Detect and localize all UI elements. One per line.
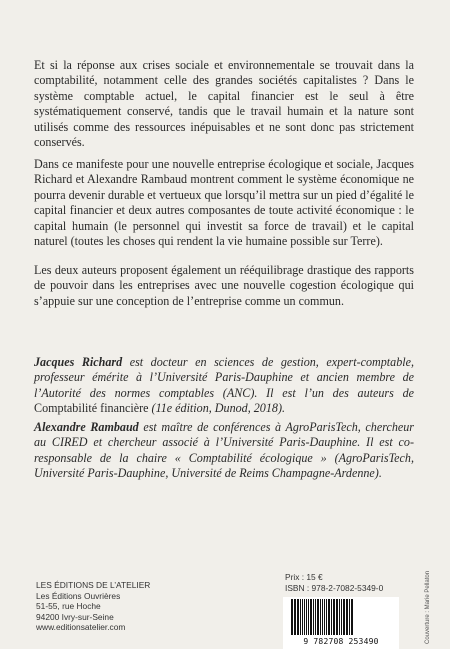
cover-credit-text: Couverture : Marie Pellaton	[425, 570, 431, 644]
barcode-digits: 9 782708 253490	[303, 637, 379, 646]
publisher-address	[36, 580, 150, 633]
price-isbn-block	[283, 572, 403, 649]
bio-text-richard-1: est docteur en sciences de gestion, expert-comptable, professeur émérite à l’Université Paris-Dauphine et ancien membre de l’Autorité des normes comptables (ANC). Il est l’un des auteurs de	[34, 355, 415, 400]
summary-paragraph-3: Les deux auteurs proposent également un rééquilibrage drastique des rapports de pouvoir dans les entreprises avec une nouvelle cogestion écologique qui s’appuie sur une conception de l’entreprise comme un commun.	[34, 263, 414, 308]
bio-text-richard-2: (11e édition, Dunod, 2018).	[148, 401, 285, 416]
author-name-richard: Jacques Richard	[34, 355, 123, 369]
isbn-label: ISBN : 978-2-7082-5349-0	[285, 582, 384, 593]
cover-credit	[422, 570, 433, 644]
publisher-name: LES ÉDITIONS DE L’ATELIER	[36, 580, 151, 590]
summary-paragraph-1: Et si la réponse aux crises sociale et environnementale se trouvait dans la comptabilité, notamment celle des grandes sociétés capitalistes ? Dans le système comptable actuel, le capital financier est le seul à être systématiquement conservé, tandis que le travail humain et la nature sont utilisés comme des ressources inépuisables et ne sont donc pas strictement conservés.	[34, 58, 414, 150]
publisher-street: 51-55, rue Hoche	[36, 601, 101, 612]
summary-paragraph-2: Dans ce manifeste pour une nouvelle entreprise écologique et sociale, Jacques Richard et Alexandre Rambaud montrent comment le système économique ne pourra devenir durable et vertueux que lorsqu’il mettra sur un pied d’égalité le capital financier et deux autres composantes de toute activité économique : le capital humain (le personnel qui investit sa force de travail) et le capital naturel (toutes les choses qui rendent la vie humaine possible sur Terre).	[34, 157, 414, 249]
book-title: Comptabilité financière	[34, 401, 149, 416]
publisher-imprint: Les Éditions Ouvrières	[36, 590, 121, 601]
barcode-bars-icon	[289, 599, 393, 637]
bio-text-rambaud: est maître de conférences à AgroParisTech, chercheur au CIRED et chercheur associé à l’Université Paris-Dauphine. Il est co-responsable de la chaire « Comptabilité écologique » (AgroParisTech, Université Paris-Dauphine, Université de Reims Champagne-Ardenne).	[34, 420, 414, 481]
barcode	[283, 597, 399, 649]
publisher-city: 94200 Ivry-sur-Seine	[36, 611, 114, 622]
publisher-website: www.editionsatelier.com	[36, 622, 126, 633]
author-name-rambaud: Alexandre Rambaud	[34, 420, 139, 434]
price-label: Prix : 15 €	[285, 572, 323, 582]
author-bio-rambaud	[34, 420, 414, 482]
author-bio-richard	[34, 355, 414, 417]
